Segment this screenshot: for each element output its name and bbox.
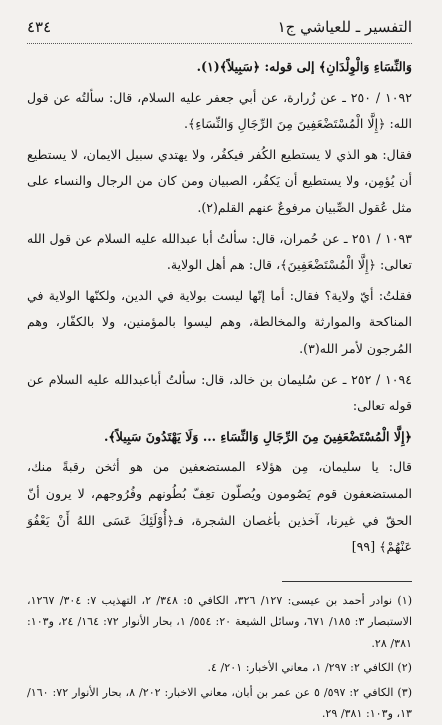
page-number: ٤٣٤ bbox=[27, 18, 52, 36]
quoted-verse: ﴿إِلَّا الْمُسْتَضْعَفِينَ مِنَ الرِّجَالِ وَالنِّسَاءِ ... وَلَا يَهْتَدُونَ سَبِيلاً﴾. bbox=[103, 428, 412, 444]
footnote-divider bbox=[282, 581, 412, 582]
verse-continuation: وَالنِّسَاءِ وَالْوِلْدَانِ﴾ إلى قوله: ﴿سَبِيلاً﴾(١). bbox=[196, 59, 412, 74]
header-divider bbox=[27, 43, 412, 44]
page-header bbox=[27, 18, 412, 40]
hadith-1094-answer: قال: يا سليمان، مِن هؤلاء المستضعفين من هو أثخن رقبةً منك، المستضعفون قوم يَصُومون ويُصلّون تعِفّ بُطُونهم وفُرُوجهم، لا يرون أنّ الحقّ في غيرنا، آخذين بأغصان الشجرة، فـ﴿أُوْلَئِكَ عَسَى اللهُ أَنْ يَعْفُوَ عَنْهُمْ﴾ [٩٩] bbox=[27, 459, 412, 555]
footnote-1: (١) نوادر أحمد بن عيسى: ١٢٧/ ٣٢٦، الكافي ٥: ٣٤٨/ ٢، التهذيب ٧: ٣٠٤/ ١٢٦٧، الاستبصار ٣: ١٨٥/ ٦٧١، وسائل الشيعة ٢٠: ٥٥٤/ ١، بحار الأنوار ٧٢: ١٦٤/ ٢٤، و١٠٣: ٣٨١/ ٢٨. bbox=[27, 593, 413, 650]
footnotes bbox=[27, 590, 412, 725]
footnote-2: (٢) الكافي ٢: ٢٩٧/ ١، معاني الأخبار: ٢٠١/ ٤. bbox=[207, 661, 412, 675]
hadith-1093-answer: فقلتُ: أيّ ولاية؟ فقال: أما إنّها ليست بولاية في الدين، ولكنّها الولاية في المناكحة والموارثة والمخالطة، وهم ليسوا بالمؤمنين، ولا بالكفّار، وهم المُرجون لأمر الله(٣). bbox=[27, 287, 412, 356]
footnote-3: (٣) الكافي ٢: ٥٩٧/ ٥ عن عمر بن أبان، معاني الاخبار: ٢٠٢/ ٨، بحار الأنوار ٧٢: ١٦٠/ ١٣، و١٠٣: ٣٨١/ ٢٩. bbox=[27, 685, 413, 721]
main-text bbox=[27, 54, 412, 561]
hadith-1092: ١٠٩٢ / ٢٥٠ ـ عن زُرارة، عن أبي جعفر عليه السلام، قال: سألتُه عن قول الله: ﴿إِلَّا الْمُسْتَضْعَفِينَ مِنَ الرِّجَالِ وَالنِّسَاءِ﴾. bbox=[27, 89, 412, 132]
hadith-1093: ١٠٩٣ / ٢٥١ ـ عن حُمران، قال: سألتُ أبا عبدالله عليه السلام عن قول الله تعالى: ﴿إِلَّا الْمُسْتَضْعَفِينَ﴾، قال: هم أهل الولاية. bbox=[27, 230, 412, 273]
running-title: التفسير ـ للعياشي ج١ bbox=[277, 18, 412, 36]
hadith-1094: ١٠٩٤ / ٢٥٢ ـ عن سُليمان بن خالد، قال: سألتُ أباعبدالله عليه السلام عن قوله تعالى: bbox=[27, 371, 413, 414]
hadith-1092-answer: فقال: هو الذي لا يستطيع الكُفر فيكفُر، ولا يهتدي سبيل الايمان، لا يستطيع أن يُؤمِن، ولا يستطيع أن يَكفُر، الصبيان ومن كان من الرجال والنساء على مثل عُقول الصِّبيان مرفوعٌ عنهم القلم(٢). bbox=[27, 146, 412, 215]
